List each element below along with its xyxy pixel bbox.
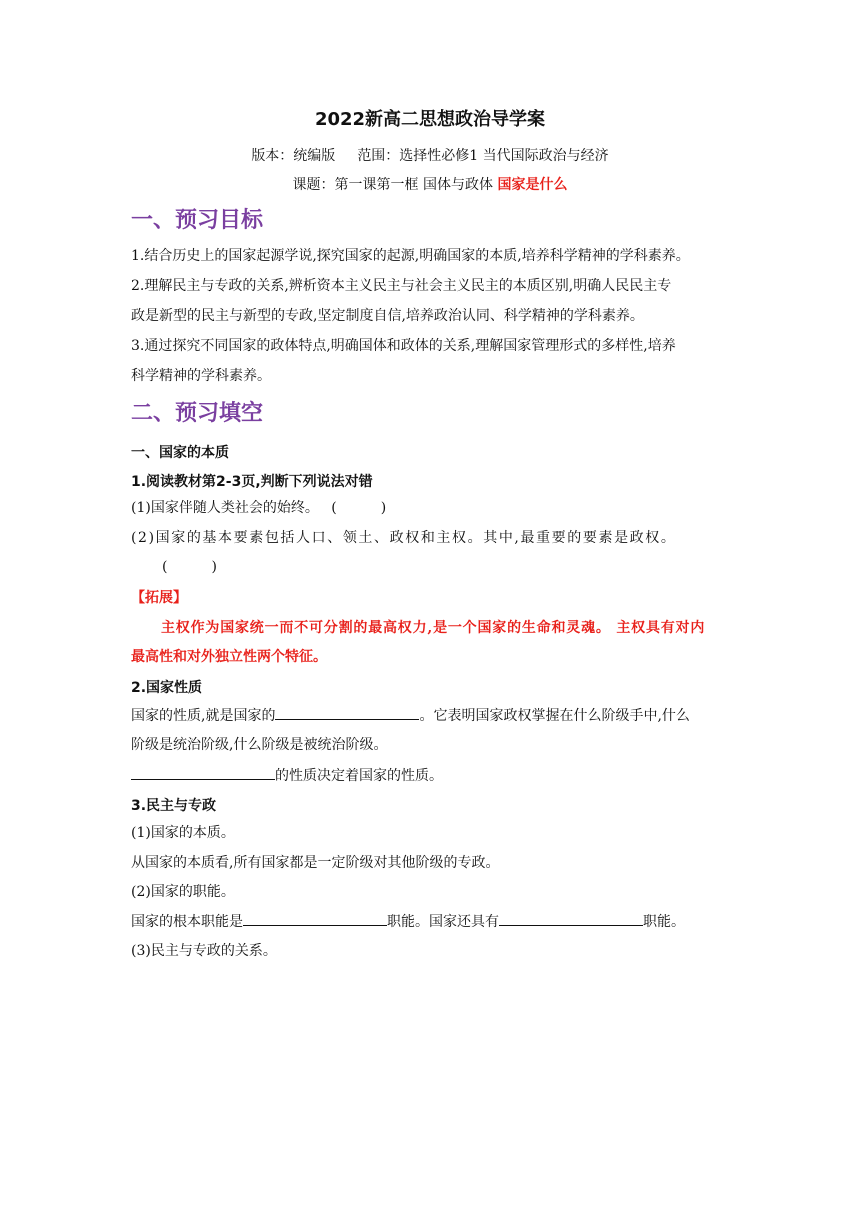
q3-item-2-post: 职能。 [643, 914, 685, 930]
q1-item-1-text: (1)国家伴随人类社会的始终。 [131, 500, 319, 516]
q3-item-1: (1)国家的本质。 [131, 825, 235, 841]
q1-item-1 [131, 498, 386, 518]
q3-item-1-text: 从国家的本质看,所有国家都是一定阶级对其他阶级的专政。 [131, 855, 500, 871]
fill-blank[interactable] [131, 765, 275, 780]
q1-item-2: (2)国家的基本要素包括人口、领土、政权和主权。其中,最重要的要素是政权。 [131, 530, 677, 546]
lesson-line [0, 174, 860, 194]
q3-item-2-pre: 国家的根本职能是 [131, 914, 243, 930]
lesson-topic: 国家是什么 [497, 177, 568, 193]
answer-paren-2[interactable]: ( ) [162, 559, 217, 575]
extension-line-1: 主权作为国家统一而不可分割的最高权力,是一个国家的生命和灵魂。 主权具有对内 [161, 620, 706, 636]
q2-line-1-pre: 国家的性质,就是国家的 [131, 708, 276, 724]
fill-blank[interactable] [275, 705, 419, 720]
answer-paren[interactable]: ( ) [331, 500, 387, 516]
section-heading-goals: 一、预习目标 [131, 208, 264, 233]
doc-meta-line [0, 145, 860, 165]
q3-item-2-text [131, 911, 685, 932]
lesson-prefix: 课题：第一课第一框 国体与政体 [292, 177, 493, 193]
q3-item-2: (2)国家的职能。 [131, 884, 235, 900]
q2-line-1-post: 。它表明国家政权掌握在什么阶级手中,什么 [419, 708, 690, 724]
extension-line-2: 最高性和对外独立性两个特征。 [131, 649, 327, 665]
subheading-nature: 一、国家的本质 [131, 445, 229, 461]
q2-line-3 [131, 765, 443, 786]
goal-3-line-2: 科学精神的学科素养。 [131, 368, 271, 384]
q3-item-3: (3)民主与专政的关系。 [131, 943, 277, 959]
q2-line-2: 阶级是统治阶级,什么阶级是被统治阶级。 [131, 737, 388, 753]
question-1-title: 1.阅读教材第2-3页,判断下列说法对错 [131, 474, 373, 490]
question-3-title: 3.民主与专政 [131, 798, 217, 814]
q3-item-2-mid: 职能。国家还具有 [387, 914, 499, 930]
extension-label: 【拓展】 [131, 590, 187, 606]
goal-2-line-1: 2.理解民主与专政的关系,辨析资本主义民主与社会主义民主的本质区别,明确人民民主专 [131, 278, 672, 294]
page-title: 2022新高二思想政治导学案 [314, 109, 546, 130]
goal-2-line-2: 政是新型的民主与新型的专政,坚定制度自信,培养政治认同、科学精神的学科素养。 [131, 308, 644, 324]
goal-3-line-1: 3.通过探究不同国家的政体特点,明确国体和政体的关系,理解国家管理形式的多样性,培养 [131, 338, 676, 354]
version-label: 版本：统编版 [251, 148, 336, 164]
fill-blank[interactable] [499, 911, 643, 926]
q2-line-1 [131, 705, 690, 726]
fill-blank[interactable] [243, 911, 387, 926]
scope-label: 范围：选择性必修1 当代国际政治与经济 [357, 148, 609, 164]
section-heading-fill: 二、预习填空 [131, 401, 264, 426]
goal-1: 1.结合历史上的国家起源学说,探究国家的起源,明确国家的本质,培养科学精神的学科素养。 [131, 248, 690, 264]
question-2-title: 2.国家性质 [131, 680, 203, 696]
q2-line-3-post: 的性质决定着国家的性质。 [275, 768, 443, 784]
